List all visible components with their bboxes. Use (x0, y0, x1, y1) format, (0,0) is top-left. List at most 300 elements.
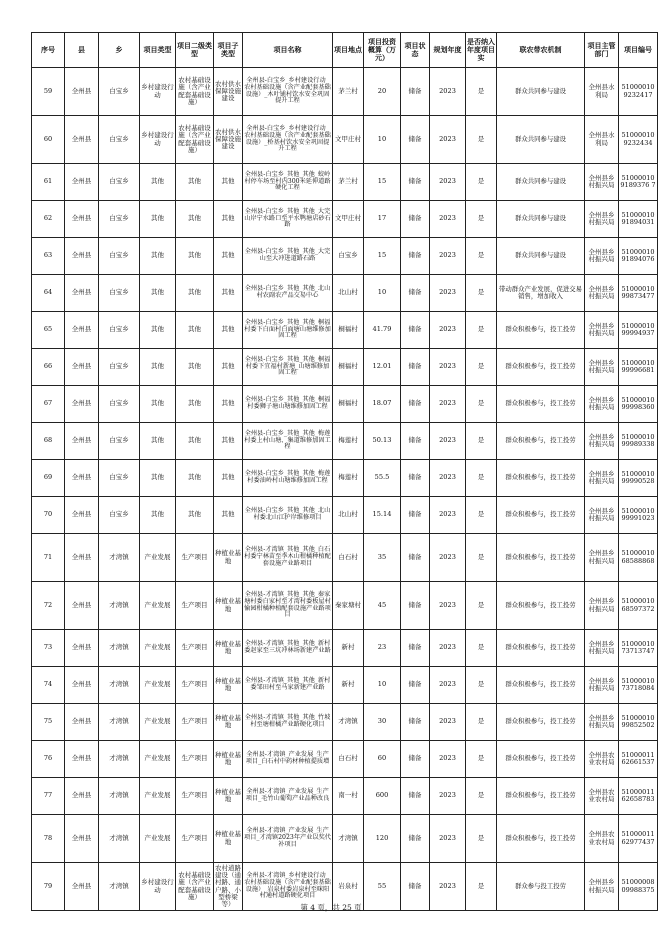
cell-name: 全州县-白宝乡_其他_其他_蛟岭村停车场至村内300米延伸道路硬化工程 (243, 164, 333, 201)
cell-subtype: 种植业基地 (214, 582, 243, 630)
cell-type: 乡村建设行动 (140, 863, 176, 911)
cell-status: 储备 (401, 460, 430, 497)
cell-subtype: 其他 (214, 312, 243, 349)
cell-place: 文甲庄村 (333, 201, 364, 238)
cell-county: 全州县 (65, 201, 99, 238)
table-row (32, 582, 658, 630)
cell-code: 5100001073713747 (619, 630, 658, 667)
cell-included: 是 (466, 116, 497, 164)
cell-place: 桐福村 (333, 312, 364, 349)
cell-county: 全州县 (65, 312, 99, 349)
cell-amount: 120 (364, 815, 401, 863)
table-row (32, 497, 658, 534)
cell-included: 是 (466, 423, 497, 460)
cell-type2: 其他 (176, 460, 214, 497)
cell-year: 2023 (430, 423, 466, 460)
column-header: 项目主管部门 (585, 33, 619, 68)
cell-no: 67 (32, 386, 65, 423)
cell-county: 全州县 (65, 778, 99, 815)
cell-included: 是 (466, 582, 497, 630)
cell-code: 510000109232417 (619, 68, 658, 116)
cell-town: 白宝乡 (99, 116, 140, 164)
cell-type2: 其他 (176, 201, 214, 238)
cell-place: 桐福村 (333, 386, 364, 423)
cell-mechanism: 带动群众产业发展，促进交易销售，增加收入 (497, 275, 585, 312)
column-header: 项目编号 (619, 33, 658, 68)
cell-type: 乡村建设行动 (140, 116, 176, 164)
cell-county: 全州县 (65, 164, 99, 201)
cell-town: 才湾镇 (99, 815, 140, 863)
cell-no: 63 (32, 238, 65, 275)
cell-place: 白宝乡 (333, 238, 364, 275)
cell-type2: 其他 (176, 238, 214, 275)
cell-no: 74 (32, 667, 65, 704)
cell-included: 是 (466, 68, 497, 116)
cell-status: 储备 (401, 349, 430, 386)
cell-code: 5100001162661537 (619, 741, 658, 778)
cell-mechanism: 群众积极参与，投工投劳 (497, 312, 585, 349)
column-header: 项目投资概算（万元） (364, 33, 401, 68)
cell-mechanism: 群众共同参与建设 (497, 116, 585, 164)
cell-code: 5100001099989338 (619, 423, 658, 460)
cell-subtype: 其他 (214, 497, 243, 534)
cell-place: 才湾镇 (333, 815, 364, 863)
cell-place: 新村 (333, 667, 364, 704)
cell-code: 510000109189376 7 (619, 164, 658, 201)
cell-code: 5100001162658783 (619, 778, 658, 815)
cell-amount: 60 (364, 741, 401, 778)
cell-amount: 10 (364, 275, 401, 312)
cell-year: 2023 (430, 704, 466, 741)
table-row (32, 275, 658, 312)
cell-type: 其他 (140, 238, 176, 275)
cell-type: 产业发展 (140, 704, 176, 741)
cell-no: 78 (32, 815, 65, 863)
cell-town: 白宝乡 (99, 164, 140, 201)
cell-subtype: 种植业基地 (214, 778, 243, 815)
cell-no: 76 (32, 741, 65, 778)
cell-amount: 55 (364, 863, 401, 911)
cell-subtype: 种植业基地 (214, 534, 243, 582)
cell-amount: 18.07 (364, 386, 401, 423)
cell-included: 是 (466, 704, 497, 741)
cell-town: 白宝乡 (99, 460, 140, 497)
cell-status: 储备 (401, 863, 430, 911)
cell-status: 储备 (401, 423, 430, 460)
cell-year: 2023 (430, 238, 466, 275)
cell-no: 68 (32, 423, 65, 460)
column-header: 是否纳入年度项目实 (466, 33, 497, 68)
cell-code: 5100001099852502 (619, 704, 658, 741)
cell-name: 全州县-才湾镇_产业发展_生产项目_才湾镇2023年产业以奖代补项目 (243, 815, 333, 863)
cell-type: 乡村建设行动 (140, 68, 176, 116)
cell-included: 是 (466, 275, 497, 312)
cell-no: 60 (32, 116, 65, 164)
cell-type2: 生产项目 (176, 667, 214, 704)
table-row (32, 704, 658, 741)
table-body (32, 68, 658, 911)
cell-code: 5100001068597372 (619, 582, 658, 630)
cell-town: 白宝乡 (99, 423, 140, 460)
cell-type2: 其他 (176, 497, 214, 534)
cell-status: 储备 (401, 704, 430, 741)
page-footer: 第 4 页，共 25 页 (300, 903, 362, 912)
cell-name: 全州县-白宝乡_其他_其他_大完山岸宁水路口至平水鸭塘店砂石路 (243, 201, 333, 238)
table-row (32, 312, 658, 349)
cell-type: 产业发展 (140, 778, 176, 815)
column-header: 项目子类型 (214, 33, 243, 68)
cell-code: 5100001099998360 (619, 386, 658, 423)
cell-town: 才湾镇 (99, 582, 140, 630)
cell-year: 2023 (430, 741, 466, 778)
cell-subtype: 其他 (214, 201, 243, 238)
cell-subtype: 其他 (214, 423, 243, 460)
cell-type2: 其他 (176, 312, 214, 349)
cell-subtype: 其他 (214, 275, 243, 312)
cell-type2: 其他 (176, 349, 214, 386)
cell-place: 新村 (333, 630, 364, 667)
cell-type: 其他 (140, 275, 176, 312)
cell-type: 产业发展 (140, 534, 176, 582)
cell-amount: 12.01 (364, 349, 401, 386)
cell-name: 全州县-白宝乡_其他_其他_北山村农副农产品交易中心 (243, 275, 333, 312)
cell-town: 白宝乡 (99, 68, 140, 116)
cell-type2: 生产项目 (176, 741, 214, 778)
cell-amount: 17 (364, 201, 401, 238)
cell-status: 储备 (401, 497, 430, 534)
cell-county: 全州县 (65, 741, 99, 778)
cell-town: 白宝乡 (99, 497, 140, 534)
cell-status: 储备 (401, 116, 430, 164)
cell-name: 全州县-白宝乡_其他_其他_大完山至大冲进道路石路 (243, 238, 333, 275)
cell-type: 产业发展 (140, 741, 176, 778)
cell-amount: 55.5 (364, 460, 401, 497)
cell-type: 其他 (140, 349, 176, 386)
cell-status: 储备 (401, 312, 430, 349)
cell-mechanism: 群众积极参与，投工投劳 (497, 534, 585, 582)
cell-town: 才湾镇 (99, 741, 140, 778)
cell-dept: 全州县乡村振兴局 (585, 667, 619, 704)
cell-mechanism: 群众共同参与建设 (497, 68, 585, 116)
cell-town: 才湾镇 (99, 534, 140, 582)
table-row (32, 667, 658, 704)
table-row (32, 238, 658, 275)
cell-included: 是 (466, 460, 497, 497)
table-row (32, 630, 658, 667)
cell-type: 其他 (140, 164, 176, 201)
cell-place: 白石村 (333, 741, 364, 778)
project-table (31, 32, 658, 911)
cell-no: 65 (32, 312, 65, 349)
cell-included: 是 (466, 497, 497, 534)
cell-dept: 全州县水利局 (585, 116, 619, 164)
cell-year: 2023 (430, 116, 466, 164)
cell-status: 储备 (401, 741, 430, 778)
cell-code: 5100001099990528 (619, 460, 658, 497)
cell-code: 5100001091894031 (619, 201, 658, 238)
cell-mechanism: 群众共同参与建设 (497, 238, 585, 275)
cell-dept: 全州县乡村振兴局 (585, 534, 619, 582)
cell-place: 茅兰村 (333, 68, 364, 116)
cell-name: 全州县-才湾镇_其他_其他_竹坡村至塘柑橘产业路硬化项目 (243, 704, 333, 741)
cell-included: 是 (466, 164, 497, 201)
cell-county: 全州县 (65, 349, 99, 386)
cell-town: 白宝乡 (99, 349, 140, 386)
cell-place: 北山村 (333, 275, 364, 312)
cell-mechanism: 群众积极参与，投工投劳 (497, 630, 585, 667)
table-row (32, 349, 658, 386)
cell-status: 储备 (401, 386, 430, 423)
cell-included: 是 (466, 386, 497, 423)
cell-type: 产业发展 (140, 582, 176, 630)
cell-status: 储备 (401, 667, 430, 704)
cell-amount: 15.14 (364, 497, 401, 534)
cell-place: 茅兰村 (333, 164, 364, 201)
column-header: 项目二级类型 (176, 33, 214, 68)
cell-subtype: 种植业基地 (214, 630, 243, 667)
cell-county: 全州县 (65, 116, 99, 164)
cell-no: 72 (32, 582, 65, 630)
cell-county: 全州县 (65, 534, 99, 582)
cell-town: 白宝乡 (99, 201, 140, 238)
cell-county: 全州县 (65, 815, 99, 863)
cell-mechanism: 群众积极参与，投工投劳 (497, 778, 585, 815)
cell-dept: 全州县农业农村局 (585, 778, 619, 815)
cell-included: 是 (466, 201, 497, 238)
cell-dept: 全州县乡村振兴局 (585, 238, 619, 275)
cell-subtype: 其他 (214, 164, 243, 201)
cell-amount: 30 (364, 704, 401, 741)
cell-town: 才湾镇 (99, 778, 140, 815)
cell-dept: 全州县乡村振兴局 (585, 497, 619, 534)
cell-subtype: 其他 (214, 460, 243, 497)
cell-town: 才湾镇 (99, 667, 140, 704)
cell-included: 是 (466, 534, 497, 582)
cell-subtype: 种植业基地 (214, 704, 243, 741)
cell-year: 2023 (430, 863, 466, 911)
cell-county: 全州县 (65, 582, 99, 630)
cell-amount: 50.13 (364, 423, 401, 460)
cell-included: 是 (466, 863, 497, 911)
column-header: 规划年度 (430, 33, 466, 68)
cell-type: 其他 (140, 423, 176, 460)
cell-included: 是 (466, 778, 497, 815)
column-header: 县 (65, 33, 99, 68)
cell-town: 白宝乡 (99, 386, 140, 423)
cell-year: 2023 (430, 497, 466, 534)
cell-county: 全州县 (65, 275, 99, 312)
cell-place: 北山村 (333, 497, 364, 534)
cell-place: 白石村 (333, 534, 364, 582)
cell-no: 77 (32, 778, 65, 815)
cell-no: 64 (32, 275, 65, 312)
table-row (32, 778, 658, 815)
cell-no: 70 (32, 497, 65, 534)
cell-status: 储备 (401, 630, 430, 667)
cell-name: 全州县-才湾镇_其他_其他_新村委邹田村至马家新建产业路 (243, 667, 333, 704)
cell-status: 储备 (401, 164, 430, 201)
cell-county: 全州县 (65, 238, 99, 275)
cell-name: 全州县-才湾镇_其他_其他_秦家塘村委白家村至才湾村委板屋村愉园柑橘种植配套设施产业路项目 (243, 582, 333, 630)
cell-type2: 生产项目 (176, 704, 214, 741)
cell-subtype: 农村供水保障设施建设 (214, 116, 243, 164)
cell-place: 桐福村 (333, 349, 364, 386)
cell-type: 其他 (140, 312, 176, 349)
cell-mechanism: 群众积极参与，投工投劳 (497, 815, 585, 863)
cell-included: 是 (466, 630, 497, 667)
cell-included: 是 (466, 349, 497, 386)
cell-place: 梅莲村 (333, 460, 364, 497)
cell-name: 全州县-白宝乡_乡村建设行动_农村基础设施（含产业配套基础设施）_桥基村饮水安全巩固提升工程 (243, 116, 333, 164)
cell-name: 全州县-白宝乡_乡村建设行动_农村基础设施（含产业配套基础设施）_木叶铺村饮水安全巩固提升工程 (243, 68, 333, 116)
cell-mechanism: 群众积极参与，投工投劳 (497, 582, 585, 630)
cell-year: 2023 (430, 201, 466, 238)
cell-code: 5100001099994937 (619, 312, 658, 349)
column-header: 项目名称 (243, 33, 333, 68)
cell-code: 5100000809988375 (619, 863, 658, 911)
cell-code: 5100001068588868 (619, 534, 658, 582)
cell-year: 2023 (430, 68, 466, 116)
cell-no: 75 (32, 704, 65, 741)
cell-code: 5100001073718084 (619, 667, 658, 704)
cell-mechanism: 群众积极参与，投工投劳 (497, 704, 585, 741)
cell-type2: 农村基础设施（含产业配套基础设施） (176, 68, 214, 116)
cell-status: 储备 (401, 534, 430, 582)
cell-town: 白宝乡 (99, 275, 140, 312)
column-header: 项目地点 (333, 33, 364, 68)
cell-dept: 全州县乡村振兴局 (585, 349, 619, 386)
column-header: 乡 (99, 33, 140, 68)
cell-included: 是 (466, 741, 497, 778)
cell-year: 2023 (430, 275, 466, 312)
cell-status: 储备 (401, 815, 430, 863)
cell-name: 全州县-白宝乡_其他_其他_桐福村委下宜福村新塘_山塘维修加固工程 (243, 349, 333, 386)
cell-no: 71 (32, 534, 65, 582)
cell-type2: 生产项目 (176, 534, 214, 582)
table-row (32, 741, 658, 778)
cell-code: 510000109232434 (619, 116, 658, 164)
table-row (32, 423, 658, 460)
cell-amount: 45 (364, 582, 401, 630)
cell-county: 全州县 (65, 630, 99, 667)
cell-included: 是 (466, 667, 497, 704)
cell-year: 2023 (430, 667, 466, 704)
cell-place: 岩泉村 (333, 863, 364, 911)
cell-dept: 全州县乡村振兴局 (585, 863, 619, 911)
cell-type: 产业发展 (140, 630, 176, 667)
cell-mechanism: 群众积极参与，投工投劳 (497, 741, 585, 778)
cell-county: 全州县 (65, 863, 99, 911)
cell-county: 全州县 (65, 68, 99, 116)
cell-dept: 全州县乡村振兴局 (585, 201, 619, 238)
cell-amount: 15 (364, 164, 401, 201)
cell-status: 储备 (401, 238, 430, 275)
cell-subtype: 农村道路建设（通村路、通户路、小型桥梁等） (214, 863, 243, 911)
cell-mechanism: 群众积极参与，投工投劳 (497, 423, 585, 460)
cell-dept: 全州县水利局 (585, 68, 619, 116)
cell-type2: 农村基础设施（含产业配套基础设施） (176, 116, 214, 164)
cell-dept: 全州县乡村振兴局 (585, 312, 619, 349)
cell-no: 66 (32, 349, 65, 386)
cell-dept: 全州县乡村振兴局 (585, 423, 619, 460)
cell-code: 5100001091894076 (619, 238, 658, 275)
cell-code: 5100001099991023 (619, 497, 658, 534)
cell-town: 才湾镇 (99, 630, 140, 667)
cell-amount: 35 (364, 534, 401, 582)
cell-mechanism: 群众积极参与，投工投劳 (497, 349, 585, 386)
cell-code: 5100001099873477 (619, 275, 658, 312)
cell-type: 其他 (140, 386, 176, 423)
cell-status: 储备 (401, 275, 430, 312)
cell-status: 储备 (401, 778, 430, 815)
cell-year: 2023 (430, 582, 466, 630)
cell-name: 全州县-才湾镇_产业发展_生产项目_白石村中药材种植提质增 (243, 741, 333, 778)
cell-place: 秦家塘村 (333, 582, 364, 630)
cell-name: 全州县-白宝乡_其他_其他_北山村委北山江护岸维修项目 (243, 497, 333, 534)
cell-dept: 全州县乡村振兴局 (585, 630, 619, 667)
cell-subtype: 种植业基地 (214, 667, 243, 704)
cell-name: 全州县-才湾镇_其他_其他_新村委赵家至三坑冲林场新建产业路 (243, 630, 333, 667)
cell-mechanism: 群众积极参与，投工投劳 (497, 460, 585, 497)
cell-year: 2023 (430, 312, 466, 349)
cell-type2: 生产项目 (176, 582, 214, 630)
cell-name: 全州县-白宝乡_其他_其他_桐福村委狮子塘山塘维修加固工程 (243, 386, 333, 423)
table-row (32, 815, 658, 863)
cell-status: 储备 (401, 68, 430, 116)
table-row (32, 68, 658, 116)
table-row (32, 201, 658, 238)
cell-place: 南一村 (333, 778, 364, 815)
column-header: 联农带农机制 (497, 33, 585, 68)
cell-type: 其他 (140, 460, 176, 497)
cell-code: 5100001099996681 (619, 349, 658, 386)
cell-subtype: 种植业基地 (214, 815, 243, 863)
cell-town: 白宝乡 (99, 238, 140, 275)
cell-type2: 生产项目 (176, 778, 214, 815)
table-row (32, 164, 658, 201)
cell-type2: 其他 (176, 423, 214, 460)
cell-code: 5100001162977437 (619, 815, 658, 863)
cell-subtype: 其他 (214, 386, 243, 423)
cell-status: 储备 (401, 201, 430, 238)
cell-mechanism: 群众共同参与建设 (497, 201, 585, 238)
cell-place: 才湾镇 (333, 704, 364, 741)
cell-county: 全州县 (65, 423, 99, 460)
cell-mechanism: 群众参与投工投劳 (497, 863, 585, 911)
cell-no: 62 (32, 201, 65, 238)
cell-dept: 全州县乡村振兴局 (585, 386, 619, 423)
cell-amount: 600 (364, 778, 401, 815)
cell-amount: 10 (364, 667, 401, 704)
cell-mechanism: 群众共同参与建设 (497, 164, 585, 201)
cell-year: 2023 (430, 630, 466, 667)
cell-status: 储备 (401, 582, 430, 630)
cell-type2: 农村基础设施（含产业配套基础设施） (176, 863, 214, 911)
cell-no: 61 (32, 164, 65, 201)
cell-type: 其他 (140, 497, 176, 534)
cell-name: 全州县-才湾镇_乡村建设行动_农村基础设施（含产业配套基础设施）_岩泉村委岩泉村至咪阳村通村道路硬化项目 (243, 863, 333, 911)
table-row (32, 116, 658, 164)
column-header: 序号 (32, 33, 65, 68)
cell-year: 2023 (430, 778, 466, 815)
table-header-row (32, 33, 658, 68)
cell-amount: 41.79 (364, 312, 401, 349)
cell-name: 全州县-白宝乡_其他_其他_梅莲村委上村山塘、集道维修加固工程 (243, 423, 333, 460)
cell-dept: 全州县农业农村局 (585, 741, 619, 778)
cell-no: 73 (32, 630, 65, 667)
cell-no: 69 (32, 460, 65, 497)
cell-type2: 生产项目 (176, 815, 214, 863)
